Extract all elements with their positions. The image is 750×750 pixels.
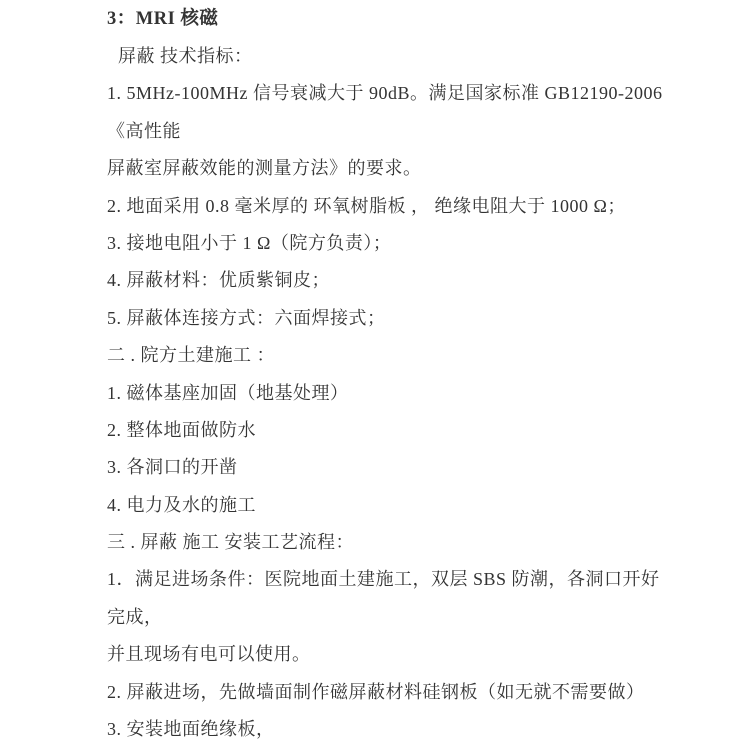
paragraph-line: 屏蔽室屏蔽效能的测量方法》的要求。 (107, 158, 422, 179)
paragraph-line: 2. 整体地面做防水 (107, 419, 256, 440)
paragraph-line: 3. 接地电阻小于 1 Ω（院方负责）； (107, 232, 392, 253)
section-heading-line: 二 . 院方土建施工 ： (107, 345, 275, 366)
paragraph-line: 2. 地面采用 0.8 毫米厚的 环氧树脂板 ， 绝缘电阻大于 1000 Ω； (107, 195, 626, 216)
paragraph-line: 5. 屏蔽体连接方式：六面焊接式； (107, 307, 386, 328)
paragraph-line: 《高性能 (107, 120, 181, 141)
document-heading: 3：MRI 核磁 (107, 9, 219, 29)
document-body (107, 0, 663, 748)
paragraph-line: 3. 安装地面绝缘板， (107, 719, 275, 740)
section-heading-line: 三 . 屏蔽 施工 安装工艺流程： (107, 532, 354, 553)
paragraph-line: 2. 屏蔽进场，先做墙面制作磁屏蔽材料硅钢板（如无就不需要做） (107, 681, 645, 702)
paragraph-line: 1. 5MHz-100MHz 信号衰减大于 90dB。满足国家标准 GB12190-2006 (107, 83, 663, 104)
paragraph-line: 4. 屏蔽材料：优质紫铜皮； (107, 270, 330, 291)
paragraph-line: 4. 电力及水的施工 (107, 494, 256, 515)
paragraph-line: 3. 各洞口的开凿 (107, 457, 238, 478)
paragraph-line: 屏蔽 技术指标： (118, 46, 253, 66)
paragraph-line: 1. 磁体基座加固（地基处理） (107, 382, 349, 403)
paragraph-line: 完成， (107, 606, 163, 627)
paragraph-line: 并且现场有电可以使用。 (107, 644, 311, 665)
paragraph-line: 1．满足进场条件：医院地面土建施工，双层 SBS 防潮，各洞口开好 (107, 569, 660, 590)
